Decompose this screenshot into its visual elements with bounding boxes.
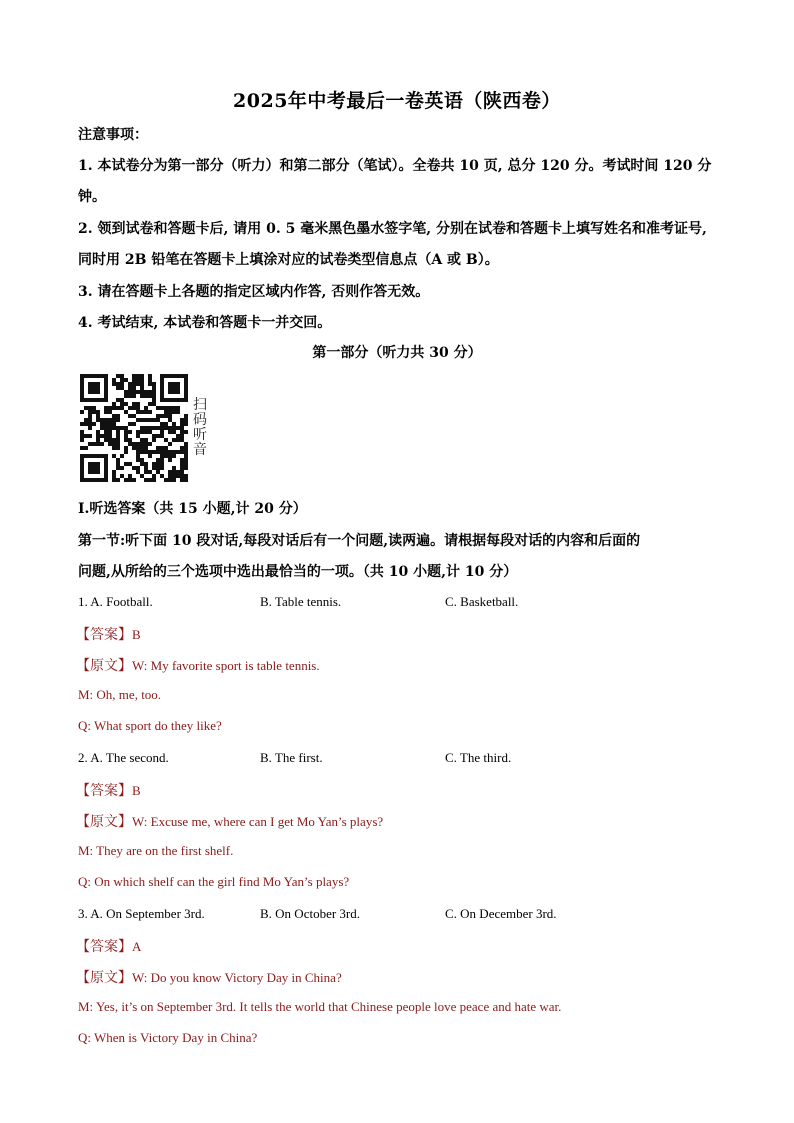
section-heading: I.听选答案（共 15 小题,计 20 分） <box>78 501 307 517</box>
answer-label: 【答案】 <box>76 627 132 643</box>
section-instruction-1: 第一节:听下面 10 段对话,每段对话后有一个问题,读两遍。请根据每段对话的内容和后面的 <box>78 533 641 549</box>
q2-option-b: B. The first. <box>260 750 323 765</box>
script-label: 【原文】 <box>76 814 132 830</box>
answer-label: 【答案】 <box>76 783 132 799</box>
q3-option-a: 3. A. On September 3rd. <box>78 906 205 921</box>
q1-script-line-1 <box>76 655 320 675</box>
qr-code-icon <box>80 374 188 482</box>
q2-answer <box>76 780 141 800</box>
q2-script-line-3: Q: On which shelf can the girl find Mo Yan’s plays? <box>78 874 350 889</box>
q3-answer <box>76 936 141 956</box>
section-instruction-2: 问题,从所给的三个选项中选出最恰当的一项。（共 10 小题,计 10 分） <box>78 564 518 580</box>
page-title: 2025年中考最后一卷英语（陕西卷） <box>233 90 561 112</box>
q3-option-b: B. On October 3rd. <box>260 906 361 921</box>
q3-option-c: C. On December 3rd. <box>445 906 557 921</box>
notes-item-2-cont: 同时用 2B 铅笔在答题卡上填涂对应的试卷类型信息点（A 或 B）。 <box>78 252 499 268</box>
notes-item-1: 1. 本试卷分为第一部分（听力）和第二部分（笔试）。全卷共 10 页, 总分 120 分。考试时间 120 分 <box>78 158 712 174</box>
notes-item-3: 3. 请在答题卡上各题的指定区域内作答, 否则作答无效。 <box>78 284 430 300</box>
q3-script-line-1 <box>76 967 342 987</box>
q2-option-c: C. The third. <box>445 750 512 765</box>
q2-script-line-2: M: They are on the first shelf. <box>78 843 234 858</box>
notes-item-4: 4. 考试结束, 本试卷和答题卡一并交回。 <box>78 315 332 331</box>
part-one-heading: 第一部分（听力共 30 分） <box>312 345 482 361</box>
q2-script-line-1 <box>76 811 383 831</box>
q3-script-line-2: M: Yes, it’s on September 3rd. It tells the world that Chinese people love peace and hate war. <box>78 999 562 1014</box>
notes-heading: 注意事项： <box>78 127 148 143</box>
q3-script-line-3: Q: When is Victory Day in China? <box>78 1030 258 1045</box>
script-text: W: Do you know Victory Day in China? <box>132 970 342 985</box>
answer-value: B <box>132 783 141 798</box>
q1-script-line-2: M: Oh, me, too. <box>78 687 162 702</box>
notes-item-2: 2. 领到试卷和答题卡后, 请用 0. 5 毫米黑色墨水签字笔, 分别在试卷和答题卡上填写姓名和准考证号, <box>78 221 707 237</box>
qr-code[interactable] <box>80 374 188 482</box>
script-text: W: Excuse me, where can I get Mo Yan’s plays? <box>132 814 384 829</box>
answer-value: A <box>132 939 142 954</box>
answer-value: B <box>132 627 141 642</box>
q1-option-b: B. Table tennis. <box>260 594 342 609</box>
qr-caption: 扫码听音 <box>193 397 207 458</box>
q1-option-a: 1. A. Football. <box>78 594 153 609</box>
notes-item-1-cont: 钟。 <box>78 189 106 205</box>
script-label: 【原文】 <box>76 970 132 986</box>
script-label: 【原文】 <box>76 658 132 674</box>
q1-option-c: C. Basketball. <box>445 594 519 609</box>
q1-script-line-3: Q: What sport do they like? <box>78 718 222 733</box>
q1-answer <box>76 624 141 644</box>
script-text: W: My favorite sport is table tennis. <box>132 658 320 673</box>
answer-label: 【答案】 <box>76 939 132 955</box>
q2-option-a: 2. A. The second. <box>78 750 169 765</box>
